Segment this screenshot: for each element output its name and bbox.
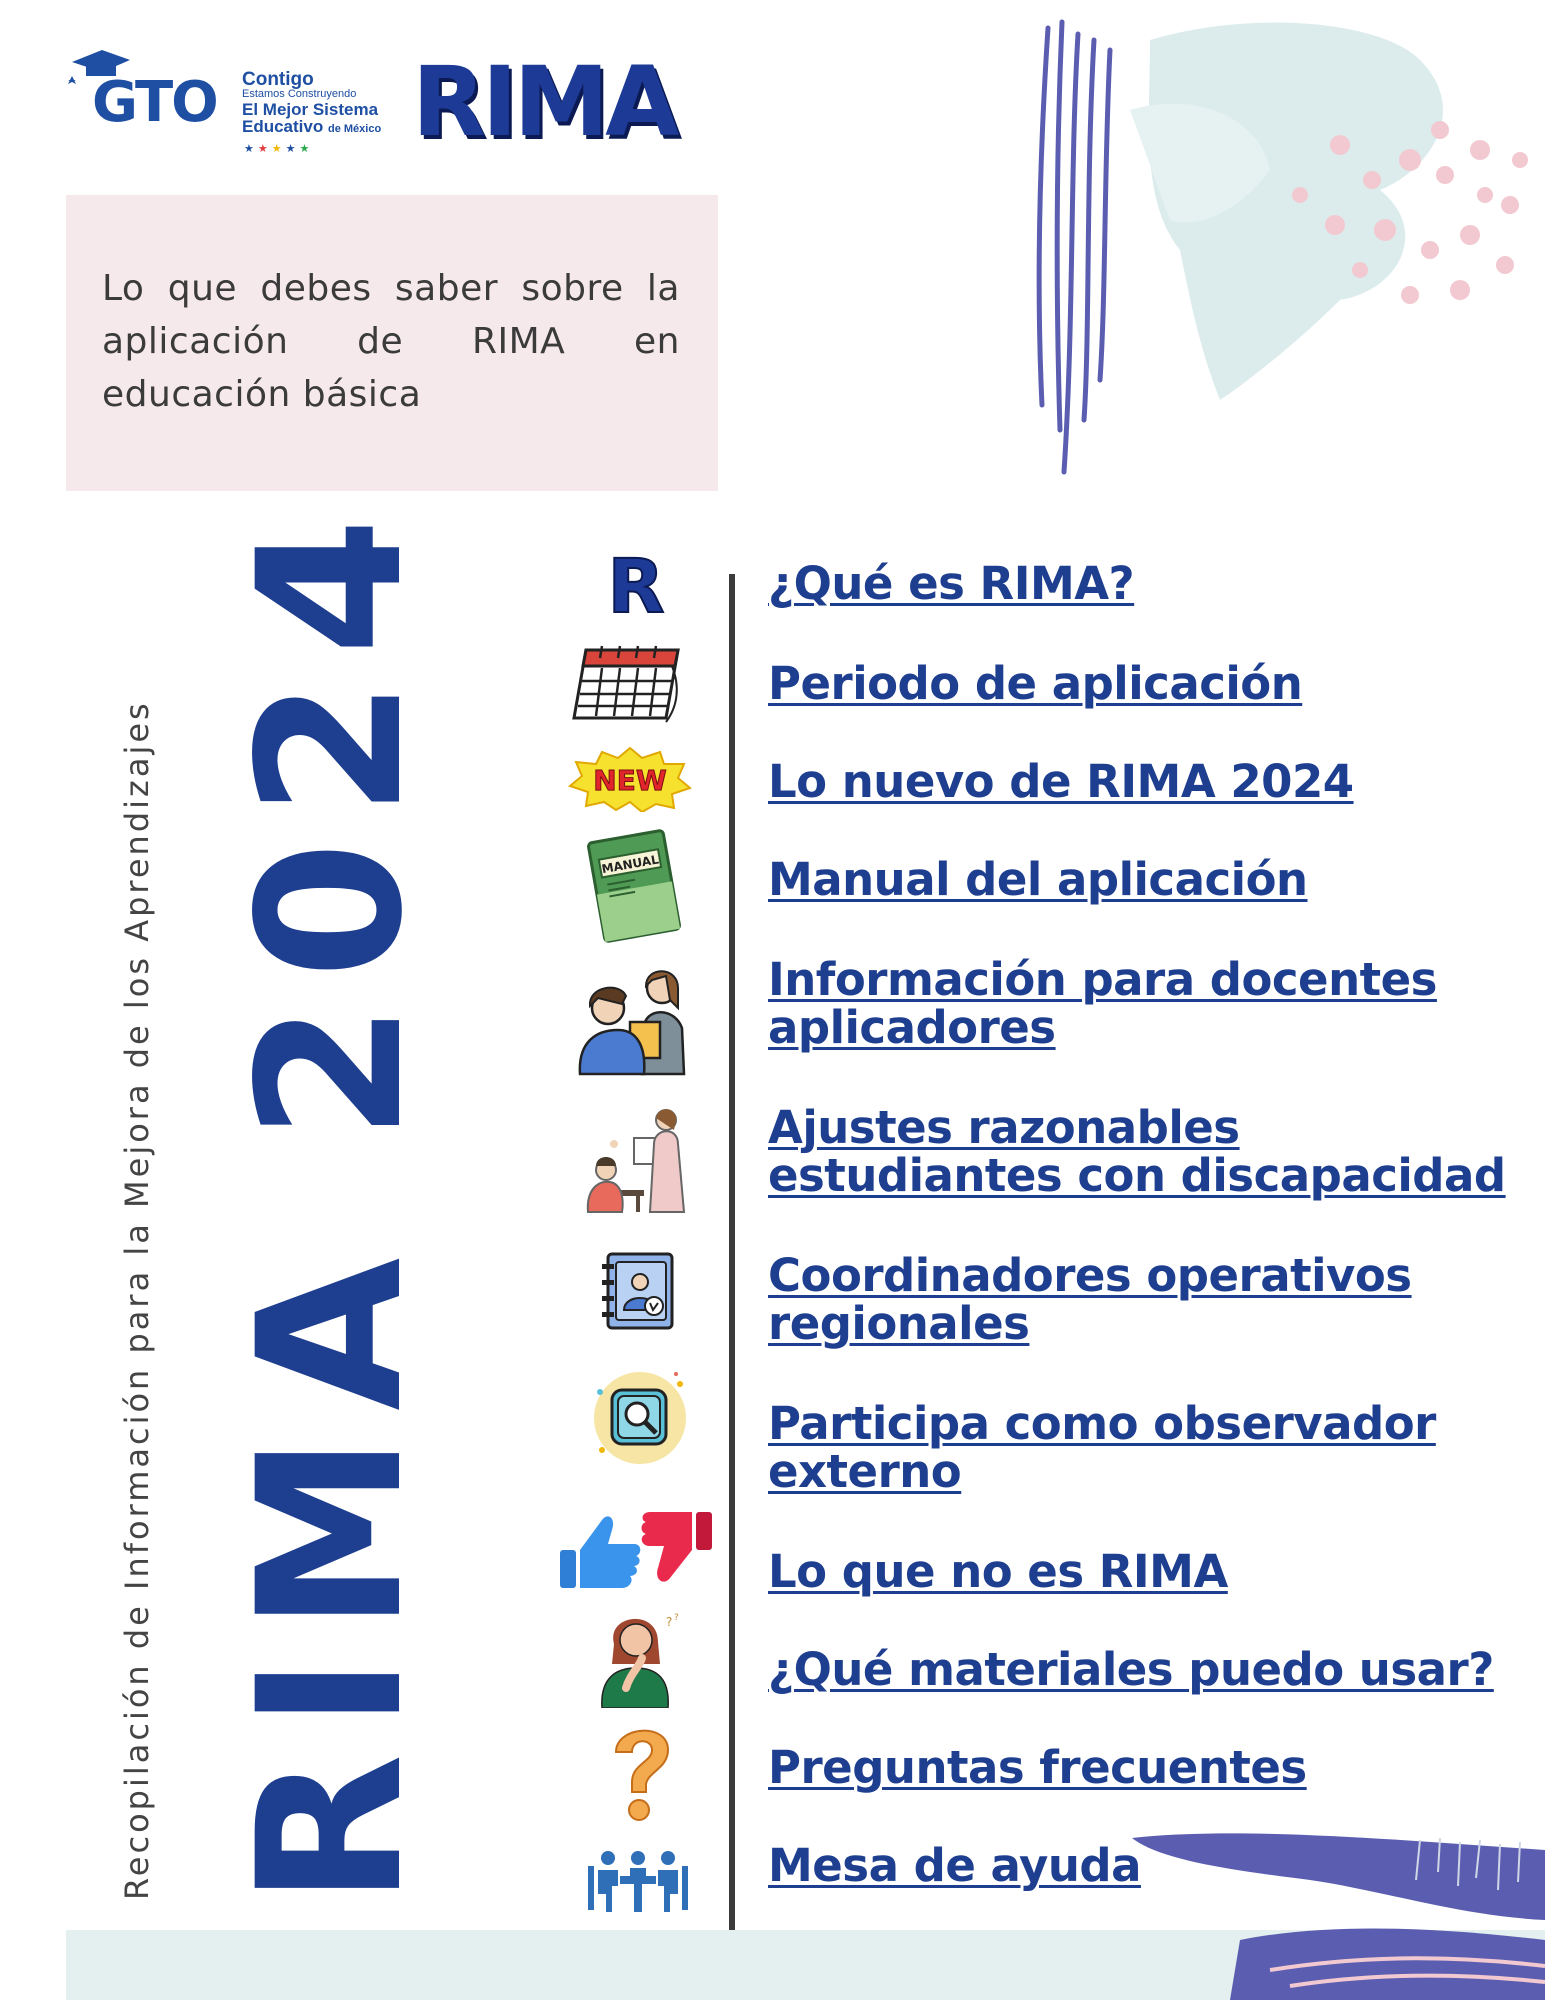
calendar-icon[interactable] xyxy=(568,636,688,728)
thinking-person-icon[interactable] xyxy=(596,1604,682,1708)
big-title: RIMA 2024 xyxy=(215,493,446,1906)
vertical-divider xyxy=(729,574,735,1930)
rima-r-logo-icon[interactable] xyxy=(596,548,676,620)
manual-book-icon[interactable] xyxy=(580,826,688,946)
decorative-brush-strokes xyxy=(1000,0,1545,500)
intro-text: Lo que debes saber sobre la aplicación de RIMA en educación básica xyxy=(102,268,680,415)
contact-book-icon[interactable] xyxy=(600,1250,680,1332)
menu-link-observador-externo[interactable]: Participa como observador externo xyxy=(768,1397,1436,1498)
menu-link-lo-que-no-es-rima[interactable]: Lo que no es RIMA xyxy=(768,1545,1228,1598)
menu-link-periodo-aplicacion[interactable]: Periodo de aplicación xyxy=(768,657,1303,710)
menu-link-coordinadores[interactable]: Coordinadores operativos regionales xyxy=(768,1249,1412,1350)
gto-wordmark: GTO xyxy=(92,70,217,135)
observer-magnifier-icon[interactable] xyxy=(588,1364,692,1468)
menu-link-informacion-docentes[interactable]: Información para docentes aplicadores xyxy=(768,953,1437,1054)
stars-icon: ★★★★★ xyxy=(244,142,314,155)
classroom-icon[interactable] xyxy=(578,1104,692,1214)
rima-logo: RIMA xyxy=(412,46,676,158)
svg-text:NEW: NEW xyxy=(593,764,667,797)
menu-link-manual[interactable]: Manual del aplicación xyxy=(768,853,1308,906)
menu-link-ajustes-razonables[interactable]: Ajustes razonables estudiantes con discapacidad xyxy=(768,1101,1506,1202)
menu-link-lo-nuevo[interactable]: Lo nuevo de RIMA 2024 xyxy=(768,755,1354,808)
svg-text:?: ? xyxy=(666,1615,673,1629)
program-full-name: Recopilación de Información para la Mejora de los Aprendizajes xyxy=(118,700,156,1900)
gto-logo xyxy=(66,44,396,160)
help-desk-meeting-icon[interactable] xyxy=(586,1846,690,1916)
menu-link-preguntas-frecuentes[interactable]: Preguntas frecuentes xyxy=(768,1741,1307,1794)
thumbs-up-down-icon[interactable] xyxy=(556,1506,716,1598)
new-badge-icon[interactable] xyxy=(568,746,692,812)
svg-text:R: R xyxy=(607,548,665,620)
gto-tagline: Contigo Estamos Construyendo El Mejor Sistema Educativo de México xyxy=(242,69,382,136)
svg-text:MANUAL: MANUAL xyxy=(600,852,660,877)
teachers-icon[interactable] xyxy=(574,958,694,1076)
menu-link-materiales[interactable]: ¿Qué materiales puedo usar? xyxy=(768,1643,1494,1696)
decorative-brush-strokes-bottom xyxy=(1120,1820,1545,2000)
menu-link-que-es-rima[interactable]: ¿Qué es RIMA? xyxy=(768,557,1135,610)
question-mark-icon[interactable] xyxy=(606,1720,678,1824)
menu-link-mesa-de-ayuda[interactable]: Mesa de ayuda xyxy=(768,1839,1141,1892)
svg-text:?: ? xyxy=(674,1613,679,1623)
